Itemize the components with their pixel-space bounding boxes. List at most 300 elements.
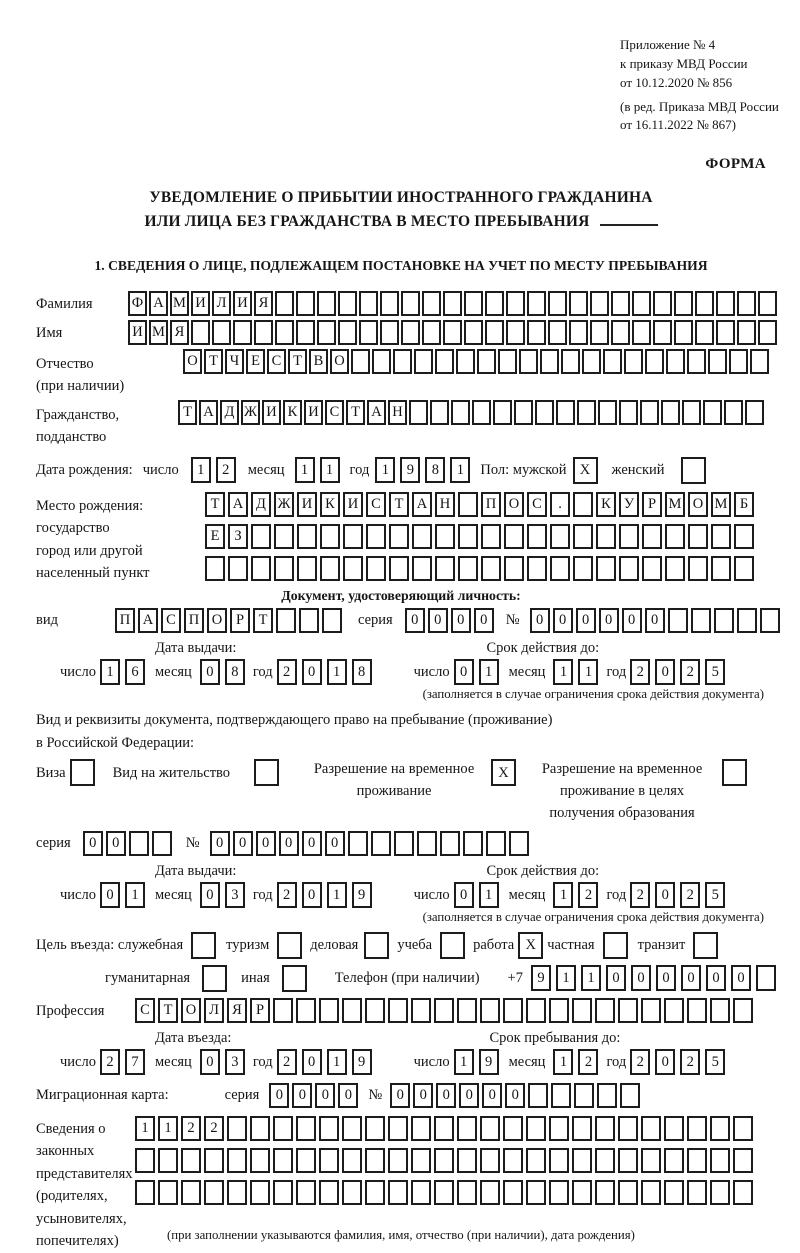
char-box[interactable]: 1 — [327, 659, 347, 685]
char-box[interactable]: Б — [734, 492, 754, 517]
char-box[interactable] — [737, 291, 756, 316]
char-box[interactable] — [365, 1116, 385, 1141]
char-box[interactable] — [618, 1116, 638, 1141]
birth-place-line3-input[interactable] — [205, 556, 754, 581]
char-box[interactable] — [411, 1148, 431, 1173]
char-box[interactable] — [135, 1180, 155, 1205]
char-box[interactable] — [549, 998, 569, 1023]
char-box[interactable] — [758, 320, 777, 345]
purpose-other-checkbox[interactable] — [282, 965, 307, 992]
char-box[interactable]: Т — [178, 400, 197, 425]
char-box[interactable]: 2 — [630, 1049, 650, 1075]
char-box[interactable]: 6 — [125, 659, 145, 685]
char-box[interactable]: 0 — [459, 1083, 479, 1108]
char-box[interactable] — [758, 291, 777, 316]
char-box[interactable]: Д — [220, 400, 239, 425]
char-box[interactable] — [514, 400, 533, 425]
char-box[interactable] — [480, 1180, 500, 1205]
char-box[interactable] — [710, 998, 730, 1023]
char-box[interactable] — [319, 998, 339, 1023]
char-box[interactable]: 0 — [474, 608, 494, 633]
birth-year-input[interactable] — [375, 457, 470, 483]
char-box[interactable] — [359, 320, 378, 345]
doc-issue-year-input[interactable] — [277, 659, 372, 685]
char-box[interactable]: 0 — [731, 965, 751, 991]
char-box[interactable] — [598, 400, 617, 425]
char-box[interactable] — [527, 320, 546, 345]
char-box[interactable] — [641, 1116, 661, 1141]
char-box[interactable] — [695, 320, 714, 345]
char-box[interactable]: 0 — [553, 608, 573, 633]
char-box[interactable] — [486, 831, 506, 856]
char-box[interactable] — [275, 291, 294, 316]
char-box[interactable] — [619, 524, 639, 549]
citizenship-input[interactable] — [178, 400, 764, 425]
char-box[interactable]: Р — [230, 608, 250, 633]
char-box[interactable]: 0 — [338, 1083, 358, 1108]
char-box[interactable] — [687, 998, 707, 1023]
char-box[interactable] — [653, 320, 672, 345]
char-box[interactable] — [212, 320, 231, 345]
char-box[interactable]: О — [183, 349, 202, 374]
char-box[interactable]: 0 — [413, 1083, 433, 1108]
char-box[interactable] — [688, 556, 708, 581]
char-box[interactable] — [733, 1180, 753, 1205]
char-box[interactable] — [737, 320, 756, 345]
char-box[interactable] — [297, 556, 317, 581]
char-box[interactable]: 7 — [125, 1049, 145, 1075]
char-box[interactable]: 8 — [225, 659, 245, 685]
char-box[interactable]: 0 — [454, 659, 474, 685]
temp-residence-edu-checkbox[interactable] — [722, 759, 747, 786]
char-box[interactable] — [135, 1148, 155, 1173]
char-box[interactable]: 5 — [705, 1049, 725, 1075]
char-box[interactable] — [687, 1116, 707, 1141]
char-box[interactable]: А — [199, 400, 218, 425]
char-box[interactable]: 1 — [320, 457, 340, 483]
char-box[interactable] — [394, 831, 414, 856]
char-box[interactable] — [351, 349, 370, 374]
char-box[interactable]: 1 — [125, 882, 145, 908]
char-box[interactable]: . — [550, 492, 570, 517]
char-box[interactable] — [595, 1116, 615, 1141]
char-box[interactable] — [297, 524, 317, 549]
char-box[interactable] — [737, 608, 757, 633]
char-box[interactable] — [275, 320, 294, 345]
char-box[interactable] — [632, 320, 651, 345]
char-box[interactable]: 0 — [315, 1083, 335, 1108]
char-box[interactable] — [535, 400, 554, 425]
char-box[interactable] — [590, 291, 609, 316]
char-box[interactable]: 0 — [302, 882, 322, 908]
char-box[interactable] — [664, 1116, 684, 1141]
char-box[interactable] — [590, 320, 609, 345]
char-box[interactable]: В — [309, 349, 328, 374]
char-box[interactable] — [464, 320, 483, 345]
char-box[interactable]: 1 — [327, 882, 347, 908]
char-box[interactable] — [359, 291, 378, 316]
char-box[interactable]: 2 — [680, 882, 700, 908]
char-box[interactable]: Т — [205, 492, 225, 517]
char-box[interactable]: 1 — [578, 659, 598, 685]
char-box[interactable]: 1 — [375, 457, 395, 483]
char-box[interactable]: 0 — [200, 1049, 220, 1075]
char-box[interactable]: М — [149, 320, 168, 345]
char-box[interactable] — [519, 349, 538, 374]
char-box[interactable]: 3 — [225, 1049, 245, 1075]
char-box[interactable] — [611, 320, 630, 345]
char-box[interactable]: 0 — [706, 965, 726, 991]
char-box[interactable]: 0 — [655, 1049, 675, 1075]
char-box[interactable] — [619, 556, 639, 581]
char-box[interactable]: П — [481, 492, 501, 517]
char-box[interactable] — [320, 556, 340, 581]
char-box[interactable] — [550, 524, 570, 549]
char-box[interactable]: 1 — [158, 1116, 178, 1141]
char-box[interactable] — [435, 524, 455, 549]
char-box[interactable]: 2 — [630, 659, 650, 685]
char-box[interactable]: Т — [288, 349, 307, 374]
char-box[interactable] — [70, 759, 95, 786]
char-box[interactable]: 0 — [655, 659, 675, 685]
char-box[interactable] — [342, 998, 362, 1023]
char-box[interactable] — [526, 1148, 546, 1173]
char-box[interactable]: 0 — [233, 831, 253, 856]
char-box[interactable] — [641, 1148, 661, 1173]
char-box[interactable] — [572, 1180, 592, 1205]
char-box[interactable]: 0 — [599, 608, 619, 633]
doc-number-input[interactable] — [530, 608, 780, 633]
char-box[interactable]: 0 — [655, 882, 675, 908]
char-box[interactable] — [296, 1116, 316, 1141]
char-box[interactable]: 9 — [400, 457, 420, 483]
char-box[interactable] — [274, 556, 294, 581]
char-box[interactable] — [573, 556, 593, 581]
char-box[interactable] — [411, 1180, 431, 1205]
guardians-line1-input[interactable] — [135, 1116, 753, 1141]
entry-day-input[interactable] — [100, 1049, 145, 1075]
char-box[interactable] — [250, 1148, 270, 1173]
char-box[interactable] — [296, 320, 315, 345]
char-box[interactable]: 5 — [705, 882, 725, 908]
char-box[interactable] — [389, 524, 409, 549]
char-box[interactable] — [756, 965, 776, 991]
char-box[interactable] — [366, 524, 386, 549]
char-box[interactable] — [477, 349, 496, 374]
char-box[interactable] — [435, 349, 454, 374]
char-box[interactable]: И — [128, 320, 147, 345]
entry-month-input[interactable] — [200, 1049, 245, 1075]
char-box[interactable] — [722, 759, 747, 786]
char-box[interactable] — [296, 291, 315, 316]
sex-female-checkbox[interactable] — [681, 457, 706, 484]
char-box[interactable]: 1 — [556, 965, 576, 991]
char-box[interactable]: З — [228, 524, 248, 549]
char-box[interactable]: 9 — [479, 1049, 499, 1075]
char-box[interactable] — [642, 556, 662, 581]
surname-input[interactable] — [128, 291, 777, 316]
char-box[interactable]: 0 — [390, 1083, 410, 1108]
char-box[interactable] — [618, 1148, 638, 1173]
char-box[interactable] — [527, 291, 546, 316]
char-box[interactable] — [760, 608, 780, 633]
char-box[interactable] — [412, 556, 432, 581]
char-box[interactable] — [409, 400, 428, 425]
char-box[interactable] — [674, 291, 693, 316]
char-box[interactable]: С — [527, 492, 547, 517]
doc-kind-input[interactable] — [115, 608, 342, 633]
char-box[interactable] — [435, 556, 455, 581]
char-box[interactable]: К — [596, 492, 616, 517]
char-box[interactable] — [388, 1116, 408, 1141]
char-box[interactable] — [481, 556, 501, 581]
sex-male-checkbox[interactable] — [573, 457, 598, 484]
char-box[interactable] — [464, 291, 483, 316]
char-box[interactable] — [526, 998, 546, 1023]
stay-year-input[interactable] — [630, 1049, 725, 1075]
char-box[interactable] — [434, 998, 454, 1023]
char-box[interactable] — [550, 556, 570, 581]
char-box[interactable] — [664, 1148, 684, 1173]
char-box[interactable] — [641, 998, 661, 1023]
char-box[interactable] — [595, 1148, 615, 1173]
char-box[interactable] — [319, 1148, 339, 1173]
birth-place-line2-input[interactable] — [205, 524, 754, 549]
char-box[interactable] — [250, 1116, 270, 1141]
profession-input[interactable] — [135, 998, 753, 1023]
char-box[interactable]: Я — [227, 998, 247, 1023]
char-box[interactable] — [480, 1148, 500, 1173]
char-box[interactable]: Я — [254, 291, 273, 316]
char-box[interactable]: 1 — [295, 457, 315, 483]
char-box[interactable] — [653, 291, 672, 316]
char-box[interactable] — [596, 556, 616, 581]
char-box[interactable]: 1 — [454, 1049, 474, 1075]
char-box[interactable]: Т — [204, 349, 223, 374]
char-box[interactable]: Л — [204, 998, 224, 1023]
char-box[interactable] — [734, 524, 754, 549]
char-box[interactable]: X — [573, 457, 598, 484]
entry-year-input[interactable] — [277, 1049, 372, 1075]
purpose-study-checkbox[interactable] — [440, 932, 465, 959]
char-box[interactable] — [296, 1148, 316, 1173]
char-box[interactable] — [572, 998, 592, 1023]
char-box[interactable] — [463, 831, 483, 856]
migration-series-input[interactable] — [269, 1083, 358, 1108]
char-box[interactable]: Ф — [128, 291, 147, 316]
char-box[interactable]: 1 — [100, 659, 120, 685]
char-box[interactable] — [645, 349, 664, 374]
char-box[interactable] — [503, 1180, 523, 1205]
char-box[interactable]: М — [711, 492, 731, 517]
char-box[interactable] — [549, 1148, 569, 1173]
char-box[interactable] — [582, 349, 601, 374]
char-box[interactable]: С — [325, 400, 344, 425]
char-box[interactable]: 2 — [578, 882, 598, 908]
char-box[interactable]: Н — [435, 492, 455, 517]
char-box[interactable] — [526, 1116, 546, 1141]
char-box[interactable]: 0 — [325, 831, 345, 856]
char-box[interactable] — [710, 1180, 730, 1205]
char-box[interactable] — [388, 1180, 408, 1205]
char-box[interactable]: И — [343, 492, 363, 517]
char-box[interactable] — [380, 320, 399, 345]
char-box[interactable]: О — [207, 608, 227, 633]
char-box[interactable] — [574, 1083, 594, 1108]
char-box[interactable]: Т — [158, 998, 178, 1023]
char-box[interactable] — [204, 1180, 224, 1205]
char-box[interactable]: 0 — [631, 965, 651, 991]
char-box[interactable] — [417, 831, 437, 856]
char-box[interactable] — [729, 349, 748, 374]
purpose-business-checkbox[interactable] — [364, 932, 389, 959]
char-box[interactable] — [540, 349, 559, 374]
char-box[interactable] — [619, 400, 638, 425]
char-box[interactable] — [191, 320, 210, 345]
char-box[interactable] — [274, 524, 294, 549]
char-box[interactable] — [480, 998, 500, 1023]
char-box[interactable] — [227, 1148, 247, 1173]
residence-permit-checkbox[interactable] — [254, 759, 279, 786]
char-box[interactable] — [457, 998, 477, 1023]
char-box[interactable]: 1 — [479, 882, 499, 908]
char-box[interactable]: 2 — [277, 1049, 297, 1075]
char-box[interactable] — [640, 400, 659, 425]
char-box[interactable]: П — [115, 608, 135, 633]
char-box[interactable] — [273, 1116, 293, 1141]
char-box[interactable] — [724, 400, 743, 425]
char-box[interactable]: Т — [389, 492, 409, 517]
char-box[interactable]: 0 — [100, 882, 120, 908]
char-box[interactable]: 9 — [531, 965, 551, 991]
temp-residence-checkbox[interactable] — [491, 759, 516, 786]
char-box[interactable] — [434, 1180, 454, 1205]
char-box[interactable] — [152, 831, 172, 856]
char-box[interactable] — [233, 320, 252, 345]
char-box[interactable] — [703, 400, 722, 425]
char-box[interactable]: 9 — [352, 882, 372, 908]
char-box[interactable] — [687, 1148, 707, 1173]
char-box[interactable] — [549, 1180, 569, 1205]
char-box[interactable] — [603, 349, 622, 374]
doc-valid-year-input[interactable] — [630, 659, 725, 685]
char-box[interactable]: 0 — [256, 831, 276, 856]
char-box[interactable] — [282, 965, 307, 992]
char-box[interactable] — [561, 349, 580, 374]
char-box[interactable]: С — [267, 349, 286, 374]
char-box[interactable] — [412, 524, 432, 549]
char-box[interactable] — [666, 349, 685, 374]
char-box[interactable]: 0 — [606, 965, 626, 991]
char-box[interactable]: 1 — [450, 457, 470, 483]
char-box[interactable] — [338, 291, 357, 316]
char-box[interactable]: 1 — [553, 659, 573, 685]
char-box[interactable] — [733, 1116, 753, 1141]
char-box[interactable] — [528, 1083, 548, 1108]
char-box[interactable]: Н — [388, 400, 407, 425]
char-box[interactable] — [158, 1180, 178, 1205]
char-box[interactable] — [745, 400, 764, 425]
char-box[interactable] — [227, 1180, 247, 1205]
char-box[interactable] — [371, 831, 391, 856]
char-box[interactable] — [251, 524, 271, 549]
char-box[interactable]: 1 — [553, 882, 573, 908]
char-box[interactable] — [343, 524, 363, 549]
char-box[interactable] — [597, 1083, 617, 1108]
char-box[interactable]: О — [330, 349, 349, 374]
char-box[interactable] — [317, 320, 336, 345]
char-box[interactable]: А — [149, 291, 168, 316]
char-box[interactable] — [365, 998, 385, 1023]
char-box[interactable] — [342, 1148, 362, 1173]
char-box[interactable] — [348, 831, 368, 856]
purpose-work-checkbox[interactable] — [518, 932, 543, 959]
char-box[interactable] — [273, 1180, 293, 1205]
char-box[interactable] — [393, 349, 412, 374]
purpose-transit-checkbox[interactable] — [693, 932, 718, 959]
char-box[interactable]: К — [283, 400, 302, 425]
char-box[interactable]: Р — [250, 998, 270, 1023]
char-box[interactable] — [472, 400, 491, 425]
char-box[interactable] — [319, 1180, 339, 1205]
char-box[interactable]: 2 — [680, 1049, 700, 1075]
char-box[interactable] — [401, 320, 420, 345]
char-box[interactable] — [682, 400, 701, 425]
char-box[interactable] — [716, 320, 735, 345]
char-box[interactable] — [506, 291, 525, 316]
char-box[interactable] — [708, 349, 727, 374]
char-box[interactable] — [596, 524, 616, 549]
char-box[interactable]: М — [170, 291, 189, 316]
purpose-tourism-checkbox[interactable] — [277, 932, 302, 959]
char-box[interactable] — [506, 320, 525, 345]
char-box[interactable]: 0 — [200, 882, 220, 908]
char-box[interactable] — [526, 1180, 546, 1205]
char-box[interactable]: И — [262, 400, 281, 425]
char-box[interactable] — [750, 349, 769, 374]
char-box[interactable] — [603, 932, 628, 959]
char-box[interactable] — [624, 349, 643, 374]
char-box[interactable] — [710, 1148, 730, 1173]
char-box[interactable]: Ч — [225, 349, 244, 374]
char-box[interactable]: К — [320, 492, 340, 517]
purpose-private-checkbox[interactable] — [603, 932, 628, 959]
char-box[interactable] — [440, 932, 465, 959]
char-box[interactable] — [338, 320, 357, 345]
char-box[interactable] — [343, 556, 363, 581]
char-box[interactable]: Т — [346, 400, 365, 425]
char-box[interactable]: 1 — [479, 659, 499, 685]
char-box[interactable]: 8 — [425, 457, 445, 483]
char-box[interactable]: О — [181, 998, 201, 1023]
char-box[interactable] — [443, 291, 462, 316]
char-box[interactable]: Ж — [274, 492, 294, 517]
residence-valid-year-input[interactable] — [630, 882, 725, 908]
char-box[interactable] — [733, 998, 753, 1023]
char-box[interactable]: 0 — [576, 608, 596, 633]
char-box[interactable] — [688, 524, 708, 549]
char-box[interactable] — [551, 1083, 571, 1108]
char-box[interactable] — [527, 524, 547, 549]
migration-number-input[interactable] — [390, 1083, 640, 1108]
char-box[interactable]: 0 — [302, 831, 322, 856]
char-box[interactable]: 9 — [352, 1049, 372, 1075]
char-box[interactable] — [158, 1148, 178, 1173]
char-box[interactable] — [695, 291, 714, 316]
char-box[interactable] — [687, 1180, 707, 1205]
char-box[interactable] — [481, 524, 501, 549]
char-box[interactable]: П — [184, 608, 204, 633]
